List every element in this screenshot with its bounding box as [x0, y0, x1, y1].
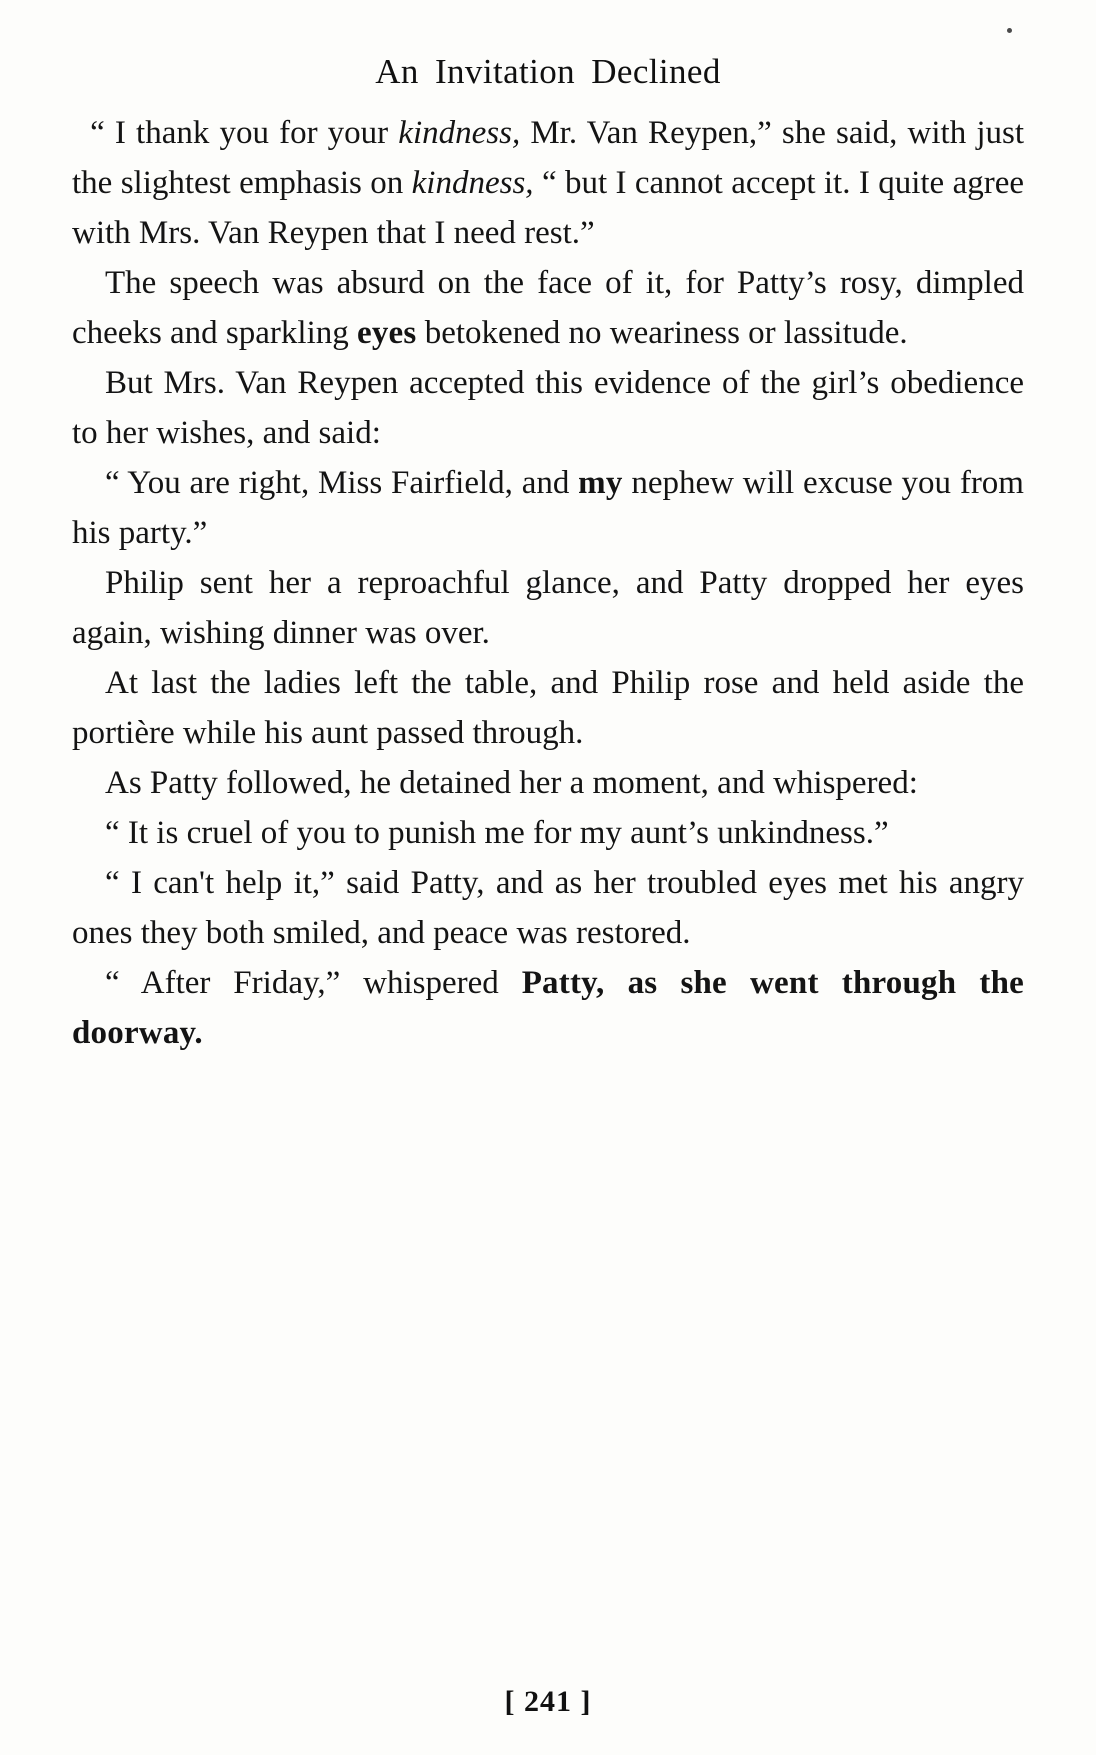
text-run: Mr. Van Reypen,” she said, with just the slightest emphasis on	[72, 115, 1024, 201]
emphasis-text: kindness,	[398, 115, 521, 151]
text-run: betokened no weariness or lassitude.	[416, 315, 908, 351]
paragraph	[72, 808, 1024, 858]
text-run: At last the ladies left the table, and Philip rose and held aside the portière while his aunt passed through.	[72, 665, 1024, 751]
paragraph	[72, 858, 1024, 958]
paragraph	[72, 258, 1024, 358]
text-run: The speech was absurd on the face of it, for Patty’s rosy, dimpled cheeks and sparkling	[72, 265, 1024, 351]
text-run: “ After Friday,” whispered	[105, 965, 522, 1001]
text-run: “ You are right, Miss Fairfield, and	[105, 465, 579, 501]
page-number: [ 241 ]	[504, 1685, 592, 1718]
paragraph	[72, 358, 1024, 458]
text-run: But Mrs. Van Reypen accepted this evidence of the girl’s obedience to her wishes, and said:	[72, 365, 1024, 451]
paragraph	[72, 458, 1024, 558]
text-run: “ I thank you for your	[90, 115, 399, 151]
text-run: “ but I cannot accept it. I quite agree with Mrs. Van Reypen that I need rest.”	[72, 165, 1024, 251]
body-text	[72, 108, 1024, 1058]
paragraph	[72, 958, 1024, 1058]
ink-speck	[1007, 28, 1012, 33]
paragraph	[72, 558, 1024, 658]
paragraph	[72, 108, 1024, 258]
heavy-ink-text: my	[578, 465, 623, 501]
page-folio	[0, 1685, 1096, 1719]
emphasis-text: kindness,	[411, 165, 534, 201]
text-run: “ I can't help it,” said Patty, and as her troubled eyes met his angry ones they both smiled, and peace was restored.	[72, 865, 1024, 951]
paragraph	[72, 758, 1024, 808]
text-run: “ It is cruel of you to punish me for my aunt’s unkindness.”	[105, 815, 889, 851]
text-run: As Patty followed, he detained her a moment, and whispered:	[105, 765, 918, 801]
heavy-ink-text: Patty, as she went through the doorway.	[72, 965, 1024, 1051]
text-run: Philip sent her a reproachful glance, and Patty dropped her eyes again, wishing dinner was over.	[72, 565, 1024, 651]
heavy-ink-text: eyes	[357, 315, 417, 351]
paragraph	[72, 658, 1024, 758]
text-run: nephew will excuse you from his party.”	[72, 465, 1024, 551]
page-title: An Invitation Declined	[375, 52, 721, 91]
